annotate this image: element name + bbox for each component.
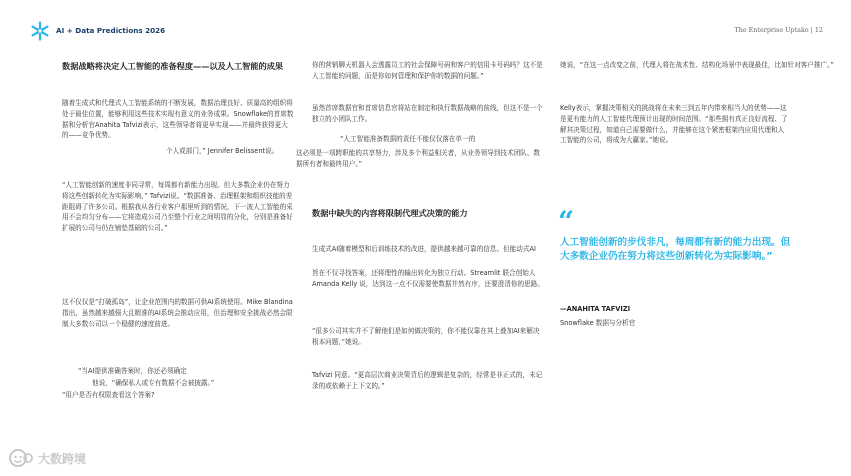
quote-line-3 (62, 390, 294, 401)
column-2-paragraph-2 (312, 103, 544, 125)
paragraph: 这必须是一项跨职能的共享努力，涉及多个利益相关者，从业务领导到技术团队、数据所有者和最终用户。” (296, 149, 540, 168)
quote-text: “当AI提供准确答案时，你还必须确定 (78, 367, 187, 375)
report-brand: AI + Data Predictions 2026 (56, 26, 166, 35)
overlapping-quote (296, 148, 546, 170)
paragraph: 这不仅仅是“打破孤岛”，让企业范围内的数据可供AI系统使用。Mike Blandina 指出，虽然越来越强大且精准的AI系统会推动应用，但治理和安全挑战必然会限制大多数公司以一个稳健的速度前进。 (62, 298, 293, 328)
section-heading: 数据中缺失的内容将限制代理式决策的能力 (312, 208, 468, 218)
attribution-title: Snowflake 数据与分析官 (560, 319, 636, 327)
quote-text: 他说，“确保私人或专有数据不会被披露。” (92, 379, 215, 387)
column-1-paragraph-3 (62, 297, 294, 329)
column-2-paragraph-4 (312, 244, 544, 255)
quote-line-1 (78, 366, 278, 377)
column-1-heading-block (62, 60, 294, 72)
watermark-text: 大数跨境 (38, 451, 87, 466)
paragraph: “人工智能准备数据的责任不能仅仅落在单一的 (340, 135, 476, 143)
paragraph: Kelly表示，掌握决策相关的挑战将在未来三到五年内带来相当大的优势——这是更有能力的人工智能代理预计出现的时间范围。“那些拥有真正良好流程、了解其决策过程，知道自己需要做什么，并能够在这个紧密框架内应用代理和人工智能的公司，将成为大赢家。”她说。 (560, 104, 788, 145)
paragraph: “很多公司其实并不了解他们是如何做决策的，你不能仅靠在其上叠加AI来解决根本问题，”她说。 (312, 327, 540, 346)
column-3-paragraph-2 (560, 103, 790, 146)
paragraph: 旨在不仅寻找答案，还将理性的输出转化为独立行动。Streamlit 联合创始人 Amanda Kelly 说，达到这一点不仅需要使数据井然有序，还要澄清你的思路。 (312, 269, 544, 288)
face-logo-icon (8, 448, 34, 468)
column-2-paragraph-6 (312, 326, 544, 348)
paragraph: 随着生成式和代理式人工智能系统的不断发展，数据治理良好、质量高的组织将处于最佳位置，能够利用这些技术实现有意义的业务成果。Snowflake的首席数据和分析官Anahita Tafvizi表示，这些领导者将更早实现——并最终获得更大的——竞争优势。 (62, 99, 294, 140)
section-heading: 数据战略将决定人工智能的准备程度——以及人工智能的成果 (62, 61, 284, 71)
running-head: The Enterprise Uptake | 12 (734, 26, 823, 34)
column-3-paragraph-1 (560, 60, 845, 71)
column-1-intro (62, 98, 294, 141)
paragraph: 生成式AI随着模型和后训练技术的改进，提供越来越可靠的信息。但能动式AI (312, 245, 536, 253)
paragraph: 她说，“在这一点改变之前，代理人将在战术性、结构化场景中表现最佳，比如针对客户推广。” (560, 61, 834, 69)
column-2-paragraph-5 (312, 268, 544, 290)
paragraph: “人工智能创新的速度非同寻常，每周都有新能力出现。但大多数企业仍在努力将这些创新转化为实际影响，” Tafvizi说。“数据准备、治理框架和组织技能的差距阻碍了许多公司。根据我从各行业客户那里听到的情况，下一波人工智能的采用不会均匀分布——它将造成公司乃至整个行业之间明显的分化，分别是准备好扩展的公司与仍在铺垫基础的公司。” (62, 181, 293, 233)
quote-mark-icon: “ (558, 205, 575, 238)
paragraph: 你的营销聊天机器人会透露员工的社会保障号码和客户的信用卡号码吗？这不是人工智能的问题，而是你如何管理和保护你的数据的问题。” (312, 61, 543, 80)
watermark (8, 448, 86, 468)
column-2-paragraph-7 (312, 370, 544, 392)
column-2-quote-start (340, 134, 540, 145)
pull-quote: 人工智能创新的步伐非凡，每周都有新的能力出现。但大多数企业仍在努力将这些创新转化为实际影响。” (560, 237, 791, 262)
paragraph: 虽然首席数据官和首席信息官将站在制定和执行数据战略的前线，但这不是一个独立的小团队工作。 (312, 104, 543, 123)
quote-line-2 (92, 378, 292, 389)
paragraph: Tafvizi 同意。“更高层次商业决策背后的逻辑是复杂的，经常是非正式的，未记录的或依赖于上下文的。” (312, 371, 543, 390)
attribution-name: —ANAHITA TAFVIZI (560, 305, 631, 313)
quote-text: “用户是否有权限查看这个答案? (62, 391, 155, 399)
column-2-paragraph-1 (312, 60, 544, 82)
paragraph-fragment: 个人或部门，” Jennifer Belissent说。 (166, 147, 279, 155)
column-2-heading-block (312, 207, 544, 219)
snowflake-icon (30, 21, 50, 41)
column-1-quote-paragraph (62, 180, 294, 234)
